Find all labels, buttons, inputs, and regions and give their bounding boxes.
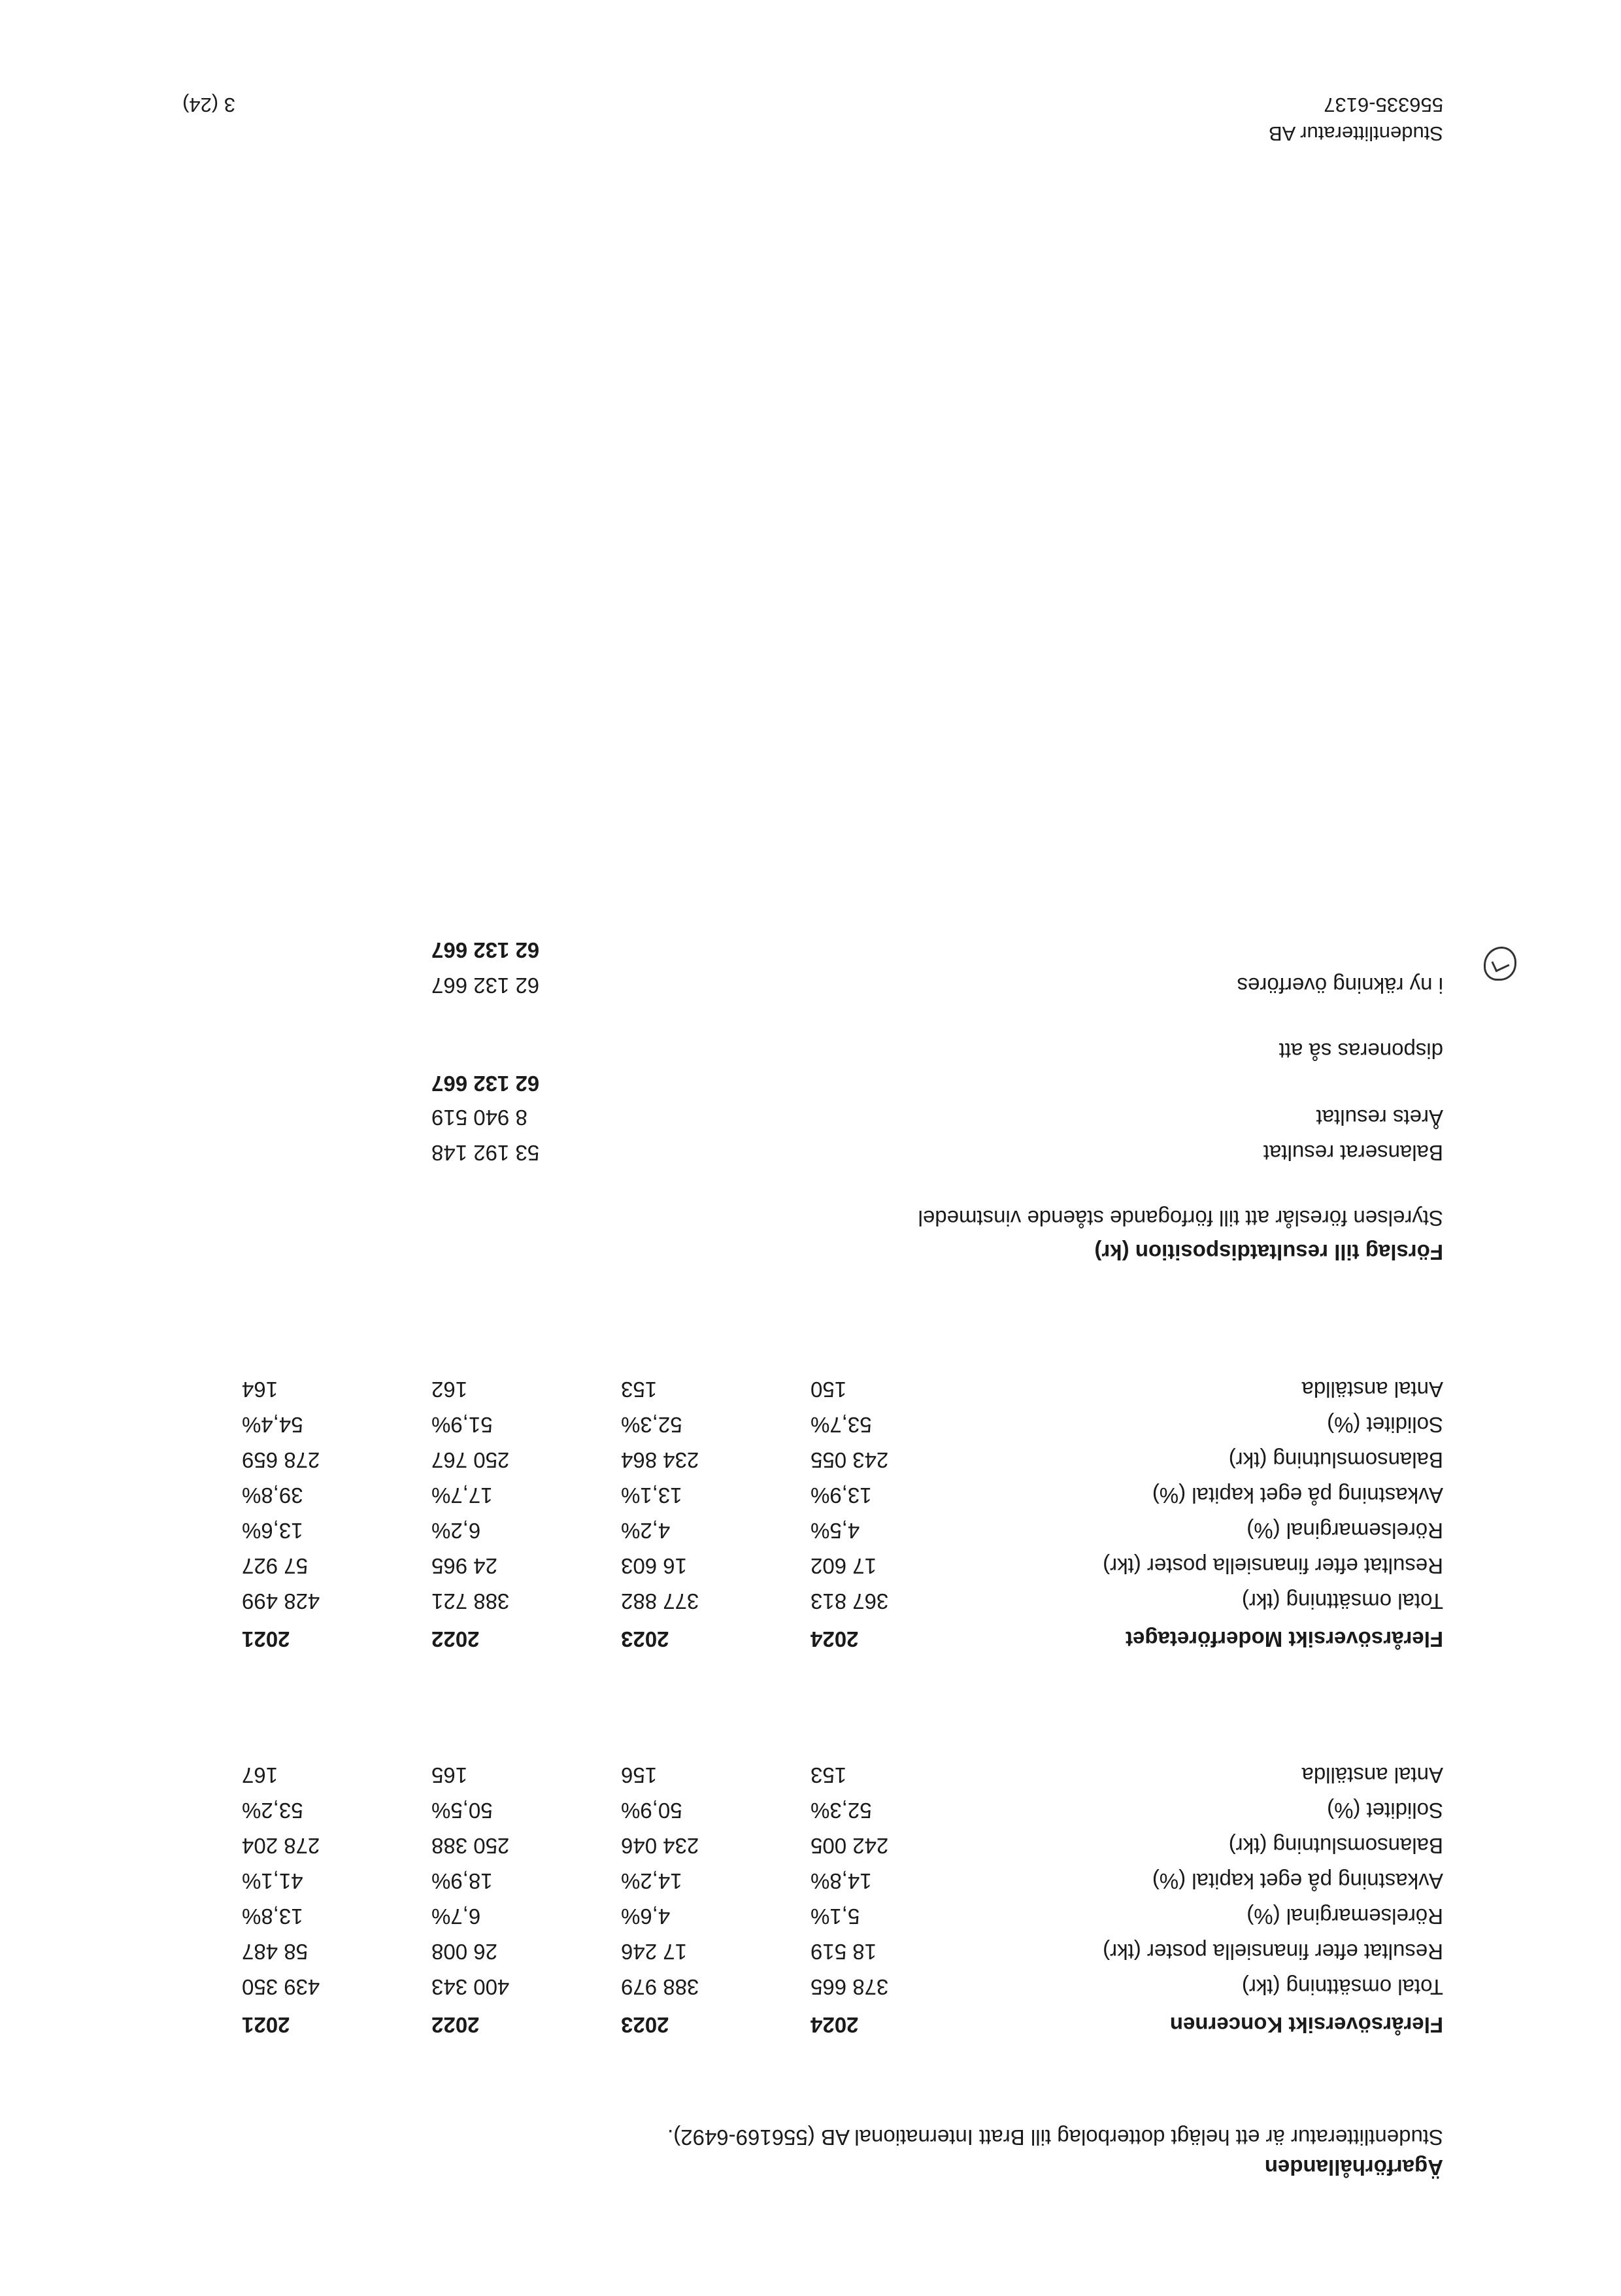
row-label: Avkastning på eget kapital (%) bbox=[1152, 1483, 1443, 1508]
row-label: Resultat efter finansiella poster (tkr) bbox=[1103, 1554, 1443, 1578]
row-label: Avkastning på eget kapital (%) bbox=[1152, 1869, 1443, 1893]
cell: 388 979 bbox=[621, 1975, 699, 1999]
cell: 234 864 bbox=[621, 1448, 699, 1472]
row-label: Soliditet (%) bbox=[1327, 1413, 1443, 1437]
cell: 17,7% bbox=[431, 1483, 493, 1508]
cell: 4,5% bbox=[811, 1519, 860, 1543]
cell: 153 bbox=[621, 1377, 658, 1402]
cell: 18 519 bbox=[811, 1940, 877, 1964]
parent-year-2024: 2024 bbox=[811, 1627, 859, 1651]
cell: 13,1% bbox=[621, 1483, 682, 1508]
cell: 242 005 bbox=[811, 1834, 889, 1858]
cell: 167 bbox=[242, 1763, 278, 1787]
group-year-2023: 2023 bbox=[621, 2013, 669, 2037]
cell: 250 388 bbox=[431, 1834, 510, 1858]
balanserat-value: 53 192 148 bbox=[431, 1141, 540, 1165]
group-year-2021: 2021 bbox=[242, 2013, 290, 2037]
cell: 165 bbox=[431, 1763, 468, 1787]
cell: 54,4% bbox=[242, 1413, 303, 1437]
cell: 24 965 bbox=[431, 1554, 497, 1578]
ownership-heading: Ägarförhållanden bbox=[1264, 2155, 1443, 2180]
parent-year-2022: 2022 bbox=[431, 1627, 480, 1651]
parent-year-2023: 2023 bbox=[621, 1627, 669, 1651]
initials-mark bbox=[1484, 947, 1516, 981]
row-label: Resultat efter finansiella poster (tkr) bbox=[1103, 1940, 1443, 1964]
disposition-total-value: 62 132 667 bbox=[431, 938, 540, 962]
row-label: Total omsättning (tkr) bbox=[1241, 1975, 1443, 1999]
cell: 162 bbox=[431, 1377, 468, 1402]
cell: 26 008 bbox=[431, 1940, 497, 1964]
disposition-intro: Styrelsen föreslår att till förfogande stående vinstmedel bbox=[918, 1206, 1443, 1230]
cell: 14,8% bbox=[811, 1869, 872, 1893]
group-overview-heading: Flerårsöversikt Koncernen bbox=[1169, 2013, 1443, 2037]
cell: 50,5% bbox=[431, 1798, 493, 1823]
cell: 388 721 bbox=[431, 1589, 510, 1613]
page-number: 3 (24) bbox=[182, 93, 235, 116]
cell: 6,2% bbox=[431, 1519, 481, 1543]
cell: 428 499 bbox=[242, 1589, 320, 1613]
cell: 53,2% bbox=[242, 1798, 303, 1823]
cell: 16 603 bbox=[621, 1554, 687, 1578]
cell: 153 bbox=[811, 1763, 847, 1787]
row-label: Balansomslutning (tkr) bbox=[1228, 1834, 1443, 1858]
cell: 278 204 bbox=[242, 1834, 320, 1858]
cell: 13,9% bbox=[811, 1483, 872, 1508]
cell: 58 487 bbox=[242, 1940, 308, 1964]
cell: 367 813 bbox=[811, 1589, 889, 1613]
arets-resultat-label: Årets resultat bbox=[1316, 1106, 1443, 1130]
balanserat-label: Balanserat resultat bbox=[1263, 1141, 1443, 1165]
row-label: Antal anställda bbox=[1301, 1763, 1443, 1787]
cell: 39,8% bbox=[242, 1483, 303, 1508]
cell: 13,8% bbox=[242, 1904, 303, 1929]
cell: 6,7% bbox=[431, 1904, 481, 1929]
row-label: Antal anställda bbox=[1301, 1377, 1443, 1402]
cell: 51,9% bbox=[431, 1413, 493, 1437]
parent-year-2021: 2021 bbox=[242, 1627, 290, 1651]
cell: 4,2% bbox=[621, 1519, 671, 1543]
cell: 50,9% bbox=[621, 1798, 682, 1823]
disponeras-label: disponeras så att bbox=[1278, 1039, 1443, 1063]
group-year-2022: 2022 bbox=[431, 2013, 480, 2037]
org-number: 556335-6137 bbox=[1324, 93, 1443, 116]
cell: 5,1% bbox=[811, 1904, 860, 1929]
cell: 156 bbox=[621, 1763, 658, 1787]
row-label: Total omsättning (tkr) bbox=[1241, 1589, 1443, 1613]
disposition-heading: Förslag till resultatdisposition (kr) bbox=[1094, 1240, 1443, 1264]
row-label: Balansomslutning (tkr) bbox=[1228, 1448, 1443, 1472]
cell: 52,3% bbox=[811, 1798, 872, 1823]
arets-resultat-value: 8 940 519 bbox=[431, 1106, 527, 1130]
cell: 17 602 bbox=[811, 1554, 877, 1578]
cell: 14,2% bbox=[621, 1869, 682, 1893]
group-year-2024: 2024 bbox=[811, 2013, 859, 2037]
ownership-text: Studentlitteratur är ett helägt dotterbolag till Bratt International AB (556169-6492). bbox=[667, 2125, 1443, 2150]
cell: 52,3% bbox=[621, 1413, 682, 1437]
row-label: Soliditet (%) bbox=[1327, 1798, 1443, 1823]
cell: 377 882 bbox=[621, 1589, 699, 1613]
cell: 439 350 bbox=[242, 1975, 320, 1999]
cell: 41,1% bbox=[242, 1869, 303, 1893]
cell: 53,7% bbox=[811, 1413, 872, 1437]
cell: 164 bbox=[242, 1377, 278, 1402]
cell: 234 046 bbox=[621, 1834, 699, 1858]
ny-rakning-value: 62 132 667 bbox=[431, 973, 540, 998]
row-label: Rörelsemarginal (%) bbox=[1246, 1904, 1443, 1929]
disposition-sum-value: 62 132 667 bbox=[431, 1072, 540, 1096]
cell: 378 665 bbox=[811, 1975, 889, 1999]
cell: 243 055 bbox=[811, 1448, 889, 1472]
company-name: Studentlitteratur AB bbox=[1268, 122, 1443, 145]
cell: 150 bbox=[811, 1377, 847, 1402]
parent-overview-heading: Flerårsöversikt Moderföretaget bbox=[1126, 1627, 1443, 1651]
cell: 400 343 bbox=[431, 1975, 510, 1999]
cell: 17 246 bbox=[621, 1940, 687, 1964]
cell: 18,9% bbox=[431, 1869, 493, 1893]
cell: 4,6% bbox=[621, 1904, 671, 1929]
cell: 250 767 bbox=[431, 1448, 510, 1472]
cell: 13,6% bbox=[242, 1519, 303, 1543]
ny-rakning-label: i ny räkning överföres bbox=[1237, 973, 1443, 998]
row-label: Rörelsemarginal (%) bbox=[1246, 1519, 1443, 1543]
cell: 57 927 bbox=[242, 1554, 308, 1578]
cell: 278 659 bbox=[242, 1448, 320, 1472]
